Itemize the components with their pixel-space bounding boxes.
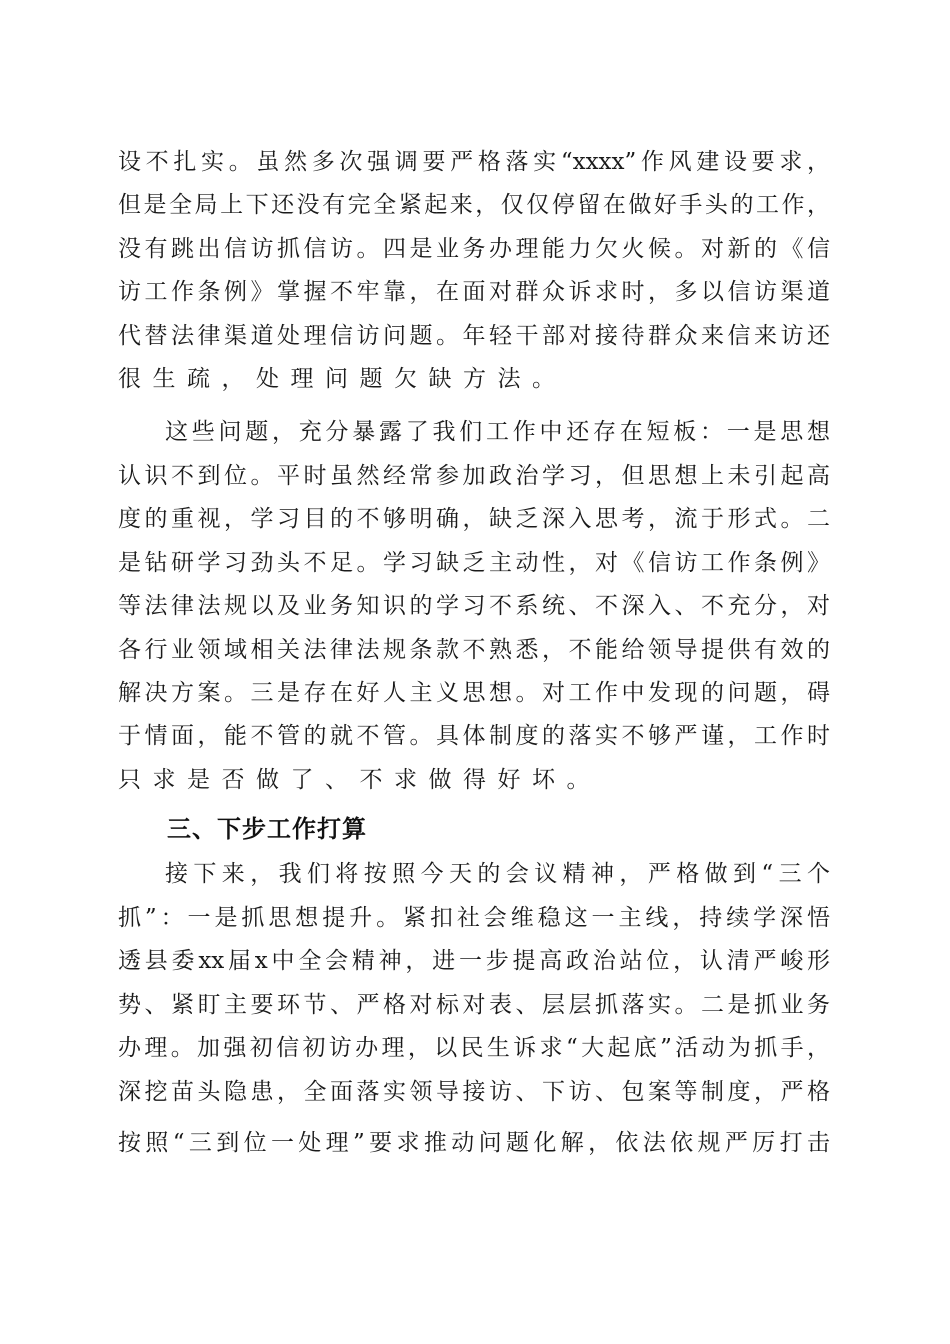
section-paragraph-line-6: 深挖苗头隐患，全面落实领导接访、下访、包案等制度，严格 xyxy=(118,1079,830,1105)
paragraph-1-line-4: 访工作条例》掌握不牢靠，在面对群众诉求时，多以信访渠道 xyxy=(118,279,830,305)
paragraph-2-line-4: 是钻研学习劲头不足。学习缺乏主动性，对《信访工作条例》 xyxy=(118,550,830,576)
paragraph-2-line-9: 只求是否做了、不求做得好坏。 xyxy=(118,767,601,793)
paragraph-2-line-6: 各行业领域相关法律法规条款不熟悉，不能给领导提供有效的 xyxy=(118,637,830,663)
section-heading: 三、下步工作打算 xyxy=(167,815,367,843)
section-paragraph-line-4: 势、紧盯主要环节、严格对标对表、层层抓落实。二是抓业务 xyxy=(118,992,830,1018)
paragraph-2-line-1: 这些问题，充分暴露了我们工作中还存在短板：一是思想 xyxy=(165,419,830,445)
paragraph-1-line-3: 没有跳出信访抓信访。四是业务办理能力欠火候。对新的《信 xyxy=(118,236,830,262)
paragraph-1-line-6: 很生疏，处理问题欠缺方法。 xyxy=(118,366,567,392)
paragraph-2-line-3: 度的重视，学习目的不够明确，缺乏深入思考，流于形式。二 xyxy=(118,506,830,532)
section-paragraph-line-2: 抓”：一是抓思想提升。紧扣社会维稳这一主线，持续学深悟 xyxy=(118,905,830,931)
paragraph-1-line-5: 代替法律渠道处理信访问题。年轻干部对接待群众来信来访还 xyxy=(118,323,830,349)
paragraph-1-line-1: 设不扎实。虽然多次强调要严格落实“xxxx”作风建设要求， xyxy=(118,149,830,175)
paragraph-2-line-7: 解决方案。三是存在好人主义思想。对工作中发现的问题，碍 xyxy=(118,680,830,706)
section-paragraph-line-1: 接下来，我们将按照今天的会议精神，严格做到“三个 xyxy=(165,861,830,887)
paragraph-2-line-2: 认识不到位。平时虽然经常参加政治学习，但思想上未引起高 xyxy=(118,463,830,489)
paragraph-2-line-8: 于情面，能不管的就不管。具体制度的落实不够严谨，工作时 xyxy=(118,723,830,749)
paragraph-1-line-2: 但是全局上下还没有完全紧起来，仅仅停留在做好手头的工作， xyxy=(118,192,830,218)
section-paragraph-line-3: 透县委xx届x中全会精神，进一步提高政治站位，认清严峻形 xyxy=(118,948,830,974)
section-paragraph-line-7: 按照“三到位一处理”要求推动问题化解，依法依规严厉打击 xyxy=(118,1130,830,1156)
section-paragraph-line-5: 办理。加强初信初访办理，以民生诉求“大起底”活动为抓手， xyxy=(118,1035,830,1061)
paragraph-2-line-5: 等法律法规以及业务知识的学习不系统、不深入、不充分，对 xyxy=(118,593,830,619)
